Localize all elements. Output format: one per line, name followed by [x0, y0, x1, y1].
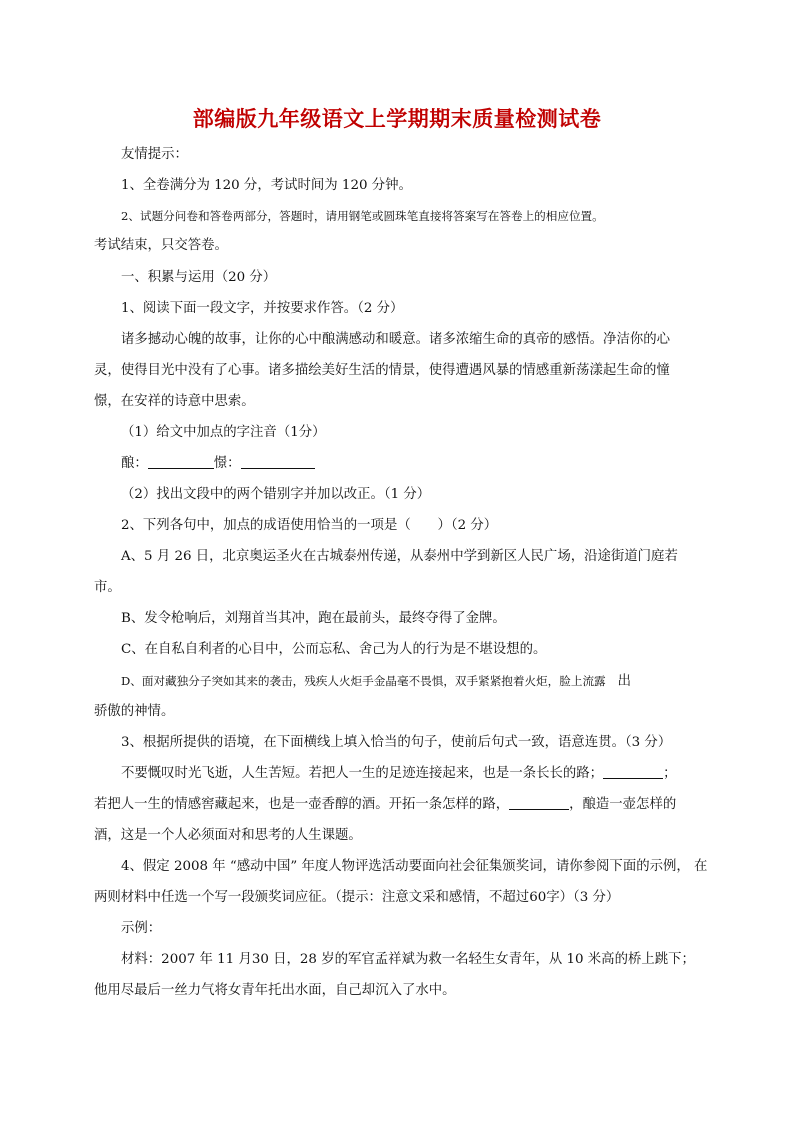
q2-option-d-line-2: 骄傲的神情。 — [94, 704, 175, 719]
answer-blank-a[interactable] — [148, 455, 214, 469]
q2-option-a-line-1: A、5 月 26 日，北京奥运圣火在古城泰州传递，从泰州中学到新区人民广场，沿途街道门庭若 — [121, 549, 678, 564]
tip-2: 2、试题分问卷和答卷两部分，答题时，请用钢笔或圆珠笔直接将答案写在答卷上的相应位置。 — [121, 209, 604, 223]
q2-option-a-line-2: 市。 — [94, 580, 121, 595]
q1-prompt: 1、阅读下面一段文字，并按要求作答。（2 分） — [121, 301, 404, 316]
q1-passage-line-3: 憬，在安祥的诗意中思索。 — [94, 394, 255, 409]
q3-line-2-text-a: 若把人一生的情感窖藏起来，也是一壶香醇的酒。开拓一条怎样的路， — [94, 797, 510, 812]
q2-option-d-text: D、面对藏独分子突如其来的袭击，残疾人火炬手金晶毫不畏惧，双手紧紧抱着火炬，脸上流露 — [121, 674, 606, 688]
q3-line-1 — [121, 765, 714, 783]
q1-passage-line-1: 诸多撼动心魄的故事，让你的心中酿满感动和暖意。诸多浓缩生命的真帝的感悟。净洁你的心 — [121, 332, 671, 347]
q3-answer-blank-2[interactable] — [509, 796, 569, 810]
q1-passage-line-2: 灵，使得目光中没有了心事。诸多描绘美好生活的情景，使得遭遇风暴的情感重新荡漾起生命的憧 — [94, 363, 670, 378]
q2-option-d-line-1 — [121, 672, 714, 691]
q4-prompt-line-2: 两则材料中任选一个写一段颁奖词应征。（提示：注意文采和感情，不超过60字）（3 分） — [94, 890, 620, 905]
q4-example-label: 示例： — [121, 921, 162, 936]
tip-1: 1、全卷满分为 120 分，考试时间为 120 分钟。 — [121, 178, 412, 193]
q4-material-line-2: 他用尽最后一丝力气将女青年托出水面，自己却沉入了水中。 — [94, 983, 456, 998]
q1-blanks-row — [121, 455, 714, 473]
tip-3: 考试结束，只交答卷。 — [94, 238, 228, 253]
q4-material-line-1: 材料：2007 年 11 月30 日，28 岁的军官孟祥斌为救一名轻生女青年，从 10 米高的桥上跳下； — [121, 952, 695, 967]
q3-line-1-text: 不要慨叹时光飞逝，人生苦短。若把人一生的足迹连接起来，也是一条长长的路； — [121, 766, 604, 781]
q2-option-c: C、在自私自利者的心目中，公而忘私、舍己为人的行为是不堪设想的。 — [121, 642, 547, 657]
q3-answer-blank-1[interactable] — [603, 765, 663, 779]
answer-blank-b[interactable] — [241, 455, 315, 469]
q2-prompt: 2、下列各句中，加点的成语使用恰当的一项是（ ）（2 分） — [121, 518, 498, 533]
q3-line-3: 酒，这是一个人必须面对和思考的人生课题。 — [94, 828, 362, 843]
q2-option-d-tail: 出 — [617, 674, 632, 689]
q3-line-2 — [94, 796, 714, 814]
q2-option-b: B、发令枪响后，刘翔首当其冲，跑在最前头，最终夺得了金牌。 — [121, 611, 506, 626]
section-1-heading: 一、积累与运用（20 分） — [121, 270, 277, 285]
tips-heading: 友情提示： — [121, 147, 188, 162]
q1-sub-1: （1）给文中加点的字注音（1分） — [121, 425, 326, 440]
q4-prompt-line-1: 4、假定 2008 年 “感动中国” 年度人物评选活动要面向社会征集颁奖词，请你参阅下面的示例， 在 — [121, 859, 708, 874]
q3-line-2-text-b: ，酿造一壶怎样的 — [569, 797, 677, 812]
blank-a-label: 酿： — [121, 456, 148, 471]
q1-sub-2: （2）找出文段中的两个错别字并加以改正。（1 分） — [121, 487, 431, 502]
page-title: 部编版九年级语文上学期期末质量检测试卷 — [192, 107, 602, 131]
q3-line-1-end: ； — [663, 766, 677, 781]
blank-b-label: 憬： — [213, 456, 241, 471]
q3-prompt: 3、根据所提供的语境，在下面横线上填入恰当的句子，使前后句式一致，语意连贯。（3 分） — [121, 735, 672, 750]
